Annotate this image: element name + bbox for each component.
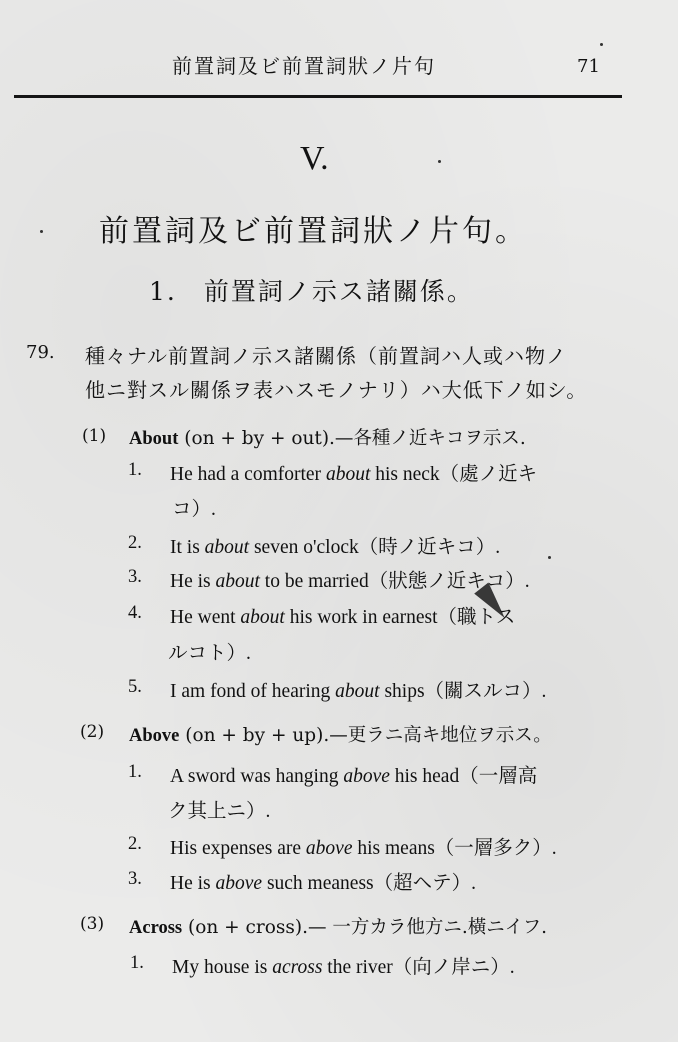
header-rule xyxy=(14,95,622,98)
ink-speck xyxy=(548,556,551,559)
example-text: He is about to be married（狀態ノ近キコ）. xyxy=(170,571,530,592)
group-heading xyxy=(129,913,547,939)
paragraph-number: 79. xyxy=(26,342,55,363)
example-number: 1. xyxy=(128,460,142,480)
section-numeral: V. xyxy=(300,140,329,177)
example-continuation: ク其上ニ）. xyxy=(168,801,271,822)
example-number: 1. xyxy=(130,953,144,973)
section-title: 前置詞及ビ前置詞狀ノ片句。 xyxy=(99,214,528,249)
group-heading xyxy=(129,424,526,450)
group-gloss: — 一方カラ他方ニ.橫ニイフ. xyxy=(307,917,548,938)
example-text: He is above such meaness（超ヘテ）. xyxy=(170,873,476,894)
ink-speck xyxy=(600,43,603,46)
example-text: He had a comforter about his neck（處ノ近キ xyxy=(170,464,538,485)
example-continuation: ルコト）. xyxy=(168,643,251,664)
example-continuation: コ）. xyxy=(172,499,216,520)
example-number: 1. xyxy=(128,762,142,782)
example-number: 4. xyxy=(128,603,142,623)
group-formula: (on + by + up). xyxy=(179,725,330,746)
example-number: 2. xyxy=(128,834,142,854)
ink-speck xyxy=(438,160,441,163)
group-formula: (on + cross). xyxy=(182,917,308,938)
example-number: 5. xyxy=(128,677,142,697)
group-marker: (3) xyxy=(80,914,105,934)
example-text: He went about his work in earnest（職トス xyxy=(170,607,516,628)
group-formula: (on + by + out). xyxy=(178,428,335,449)
group-marker: (2) xyxy=(80,722,105,742)
paragraph-line: 他ニ對スル關係ヲ表ハスモノナリ）ハ大低下ノ如シ。 xyxy=(85,378,588,402)
group-gloss: —更ラニ高キ地位ヲ示ス。 xyxy=(329,725,552,746)
example-text: His expenses are above his means（一層多ク）. xyxy=(170,838,557,859)
example-text: A sword was hanging above his head（一層高 xyxy=(170,766,538,787)
group-word: Above xyxy=(129,726,180,746)
running-title: 前置詞及ビ前置詞狀ノ片句 xyxy=(172,54,436,78)
group-word: About xyxy=(129,429,179,449)
example-number: 2. xyxy=(128,533,142,553)
ink-speck xyxy=(40,230,43,233)
group-marker: (1) xyxy=(82,426,107,446)
paragraph-line: 種々ナル前置詞ノ示ス諸關係（前置詞ハ人或ハ物ノ xyxy=(85,344,567,368)
example-text: It is about seven o'clock（時ノ近キコ）. xyxy=(170,537,501,558)
example-text: My house is across the river（向ノ岸ニ）. xyxy=(172,957,515,978)
example-text: I am fond of hearing about ships（關スルコ）. xyxy=(170,681,547,702)
group-heading xyxy=(129,721,552,747)
group-gloss: —各種ノ近キコヲ示ス. xyxy=(334,428,526,449)
example-number: 3. xyxy=(128,567,142,587)
subsection-heading: 1. 前置詞ノ示ス諸關係。 xyxy=(149,277,474,306)
example-number: 3. xyxy=(128,869,142,889)
group-word: Across xyxy=(129,918,183,938)
page-number: 71 xyxy=(577,56,600,77)
